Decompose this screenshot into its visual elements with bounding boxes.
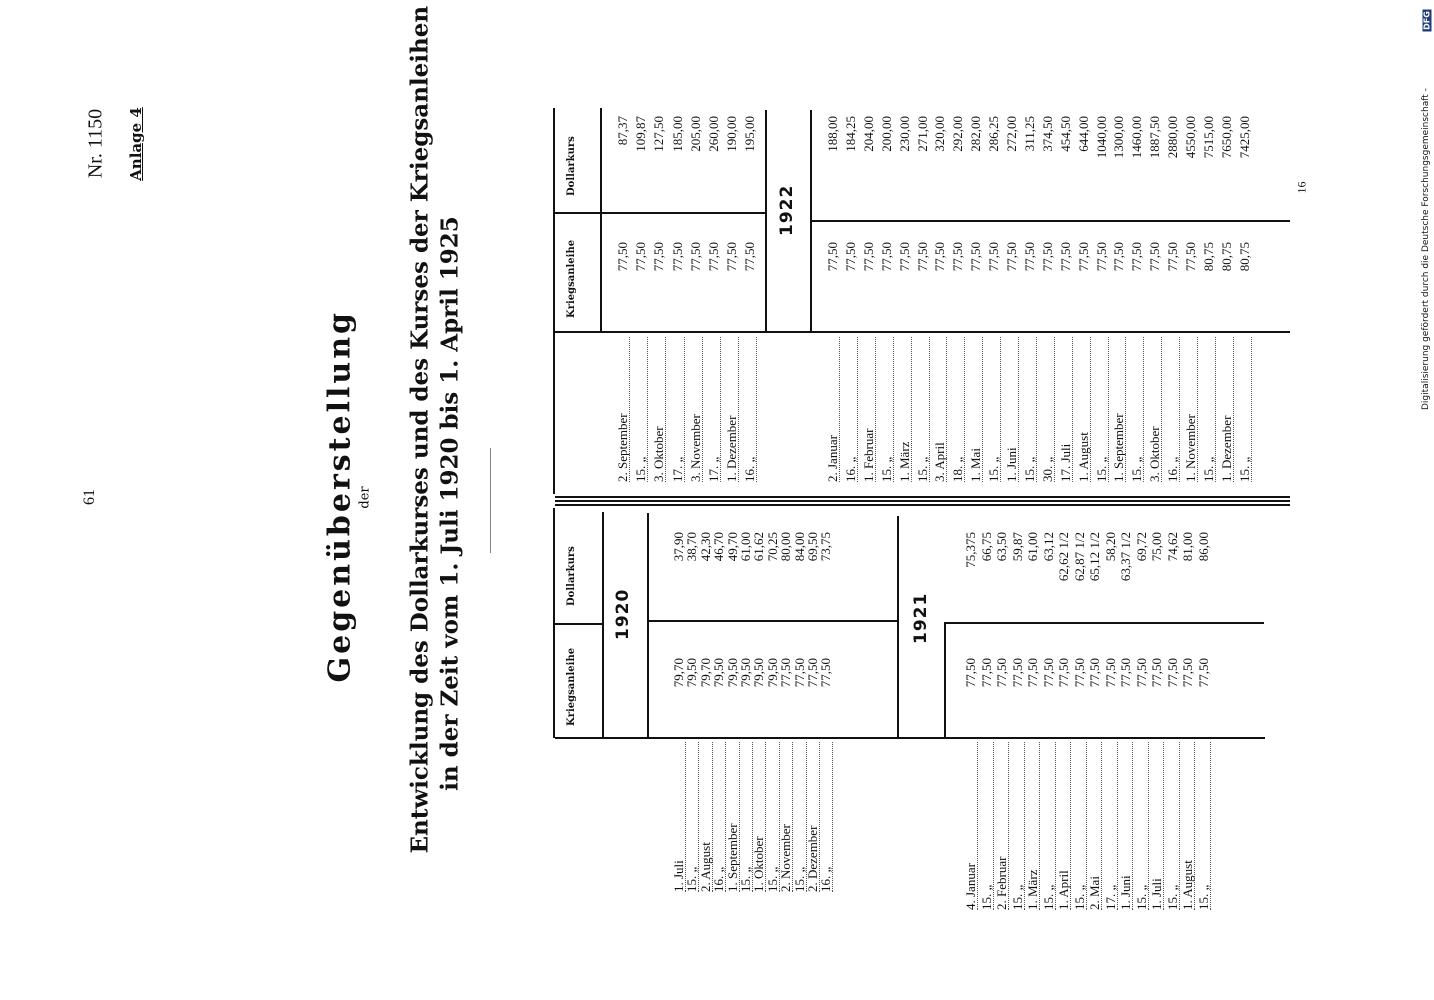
row-date: 1. September: [1112, 337, 1126, 482]
row-dollarkurs: 61,00: [1025, 532, 1040, 562]
row-date: 17. „: [671, 337, 685, 482]
row-date: 1. Mai: [969, 337, 983, 482]
row-kriegsanleihe: 77,50: [724, 242, 740, 272]
row-kriegsanleihe: 79,50: [724, 658, 740, 688]
subtitle-line-1: Entwicklung des Dollarkurses und des Kurses der Kriegsanleihen: [406, 5, 434, 854]
row-dollarkurs: 260,00: [706, 116, 721, 152]
row-date: 15. „: [793, 742, 807, 892]
left-column-split: [555, 623, 603, 625]
row-date: 1. März: [1026, 742, 1040, 910]
annex-label: Anlage 4: [127, 107, 145, 181]
right-1921-col-split: [601, 212, 765, 214]
left-1920-col-split: [647, 620, 897, 622]
row-dollarkurs: 61,62: [751, 532, 767, 562]
row-date: 15. „: [1042, 742, 1056, 910]
row-date: 3. Oktober: [1148, 337, 1162, 482]
row-kriegsanleihe: 80,75: [1200, 242, 1216, 272]
row-dollarkurs: 200,00: [878, 116, 894, 152]
row-dollarkurs: 81,00: [1180, 532, 1195, 562]
row-date: 1. Oktober: [752, 742, 766, 892]
row-date: 1. August: [1181, 742, 1195, 910]
row-kriegsanleihe: 77,50: [1195, 658, 1211, 688]
row-kriegsanleihe: 77,50: [1180, 658, 1195, 688]
row-dollarkurs: 84,00: [791, 532, 807, 562]
row-kriegsanleihe: 77,50: [669, 242, 685, 272]
row-date: 16. „: [819, 742, 833, 892]
row-dollarkurs: 286,25: [986, 116, 1002, 152]
row-dollarkurs: 73,75: [818, 532, 834, 562]
row-date: 1. März: [898, 337, 912, 482]
row-dollarkurs: 80,00: [778, 532, 794, 562]
page-number: 61: [81, 489, 98, 505]
row-kriegsanleihe: 77,50: [878, 242, 894, 272]
row-date: 2. November: [779, 742, 793, 892]
right-1922-col-split: [810, 220, 1290, 222]
row-dollarkurs: 185,00: [669, 116, 685, 152]
row-date: 16. „: [1166, 337, 1180, 482]
row-date: 15. „: [739, 742, 753, 892]
row-dollarkurs: 86,00: [1195, 532, 1211, 562]
row-kriegsanleihe: 77,50: [818, 658, 834, 688]
year-1922: 1922: [777, 184, 797, 236]
row-kriegsanleihe: 77,50: [706, 242, 721, 272]
row-date: 17. „: [707, 337, 721, 482]
row-date: 1. Dezember: [1220, 337, 1234, 482]
row-dollarkurs: 195,00: [742, 116, 758, 152]
row-date: 15. „: [634, 337, 648, 482]
row-dollarkurs: 66,75: [978, 532, 994, 562]
row-dollarkurs: 7425,00: [1236, 116, 1252, 159]
row-dollarkurs: 230,00: [896, 116, 912, 152]
row-kriegsanleihe: 77,50: [968, 242, 984, 272]
row-date: 15. „: [1197, 742, 1211, 910]
left-header-bottom: [602, 512, 604, 738]
left-1921-year-line-a: [897, 516, 899, 738]
row-date: 1. November: [1184, 337, 1198, 482]
row-kriegsanleihe: 77,50: [978, 658, 994, 688]
row-kriegsanleihe: 77,50: [805, 658, 820, 688]
row-dollarkurs: 63,37 1/2: [1118, 532, 1133, 582]
row-kriegsanleihe: 77,50: [1075, 242, 1091, 272]
row-dollarkurs: 58,20: [1102, 532, 1118, 562]
row-kriegsanleihe: 77,50: [687, 242, 703, 272]
row-dollarkurs: 49,70: [724, 532, 740, 562]
row-date: 1. September: [726, 742, 740, 892]
row-dollarkurs: 7650,00: [1218, 116, 1234, 159]
row-kriegsanleihe: 77,50: [1056, 658, 1071, 688]
row-kriegsanleihe: 77,50: [1039, 242, 1055, 272]
year-1921: 1921: [911, 592, 931, 644]
row-kriegsanleihe: 77,50: [1071, 658, 1087, 688]
row-kriegsanleihe: 77,50: [1164, 658, 1180, 688]
row-date: 15. „: [1023, 337, 1037, 482]
subtitle-line-2: in der Zeit vom 1. Juli 1920 bis 1. April 1925: [436, 216, 464, 791]
row-date: 15. „: [916, 337, 930, 482]
row-date: 15. „: [880, 337, 894, 482]
row-kriegsanleihe: 79,50: [684, 658, 700, 688]
row-kriegsanleihe: 77,50: [1004, 242, 1019, 272]
row-date: 15. „: [766, 742, 780, 892]
row-kriegsanleihe: 77,50: [932, 242, 948, 272]
row-dollarkurs: 63,12: [1040, 532, 1056, 562]
row-dollarkurs: 272,00: [1004, 116, 1019, 152]
row-dollarkurs: 188,00: [825, 116, 840, 152]
row-kriegsanleihe: 77,50: [950, 242, 966, 272]
year-1920: 1920: [613, 588, 633, 640]
row-date: 15. „: [987, 337, 1001, 482]
row-kriegsanleihe: 77,50: [1133, 658, 1149, 688]
row-kriegsanleihe: 77,50: [860, 242, 876, 272]
row-kriegsanleihe: 77,50: [1149, 658, 1164, 688]
row-dollarkurs: 2880,00: [1165, 116, 1181, 159]
row-date: 15. „: [980, 742, 994, 910]
row-dollarkurs: 184,25: [842, 116, 858, 152]
row-dollarkurs: 109,87: [633, 116, 649, 152]
row-dollarkurs: 74,62: [1164, 532, 1180, 562]
row-date: 4. Januar: [964, 742, 978, 910]
title-divider: [490, 448, 491, 553]
row-date: 1. August: [1077, 337, 1091, 482]
row-kriegsanleihe: 79,70: [697, 658, 713, 688]
row-date: 2. Dezember: [806, 742, 820, 892]
row-dollarkurs: 69,50: [805, 532, 820, 562]
row-dollarkurs: 282,00: [968, 116, 984, 152]
row-date: 15. „: [1135, 742, 1149, 910]
row-dollarkurs: 7515,00: [1200, 116, 1216, 159]
row-date: 2. Januar: [826, 337, 840, 482]
row-date: 15. „: [1095, 337, 1109, 482]
row-dollarkurs: 205,00: [687, 116, 703, 152]
row-dollarkurs: 1887,50: [1147, 116, 1163, 159]
row-kriegsanleihe: 77,50: [1129, 242, 1145, 272]
table-divider-double-1: [555, 496, 1290, 498]
row-date: 2. September: [616, 337, 630, 482]
title-der: der: [357, 486, 373, 509]
row-dollarkurs: 42,30: [697, 532, 713, 562]
table-divider-double-2: [555, 500, 1290, 502]
row-kriegsanleihe: 77,50: [1102, 658, 1118, 688]
row-kriegsanleihe: 77,50: [1183, 242, 1198, 272]
row-date: 3. Oktober: [652, 337, 666, 482]
row-kriegsanleihe: 77,50: [1093, 242, 1109, 272]
row-dollarkurs: 75,00: [1149, 532, 1164, 562]
row-kriegsanleihe: 77,50: [1025, 658, 1040, 688]
row-date: 1. April: [1057, 742, 1071, 910]
row-dollarkurs: 127,50: [651, 116, 667, 152]
right-header-line: [553, 108, 555, 494]
row-dollarkurs: 38,70: [684, 532, 700, 562]
row-kriegsanleihe: 77,50: [842, 242, 858, 272]
row-date: 1. Juni: [1119, 742, 1133, 910]
row-dollarkurs: 69,72: [1133, 532, 1149, 562]
right-column-split: [555, 212, 601, 214]
row-kriegsanleihe: 77,50: [1147, 242, 1163, 272]
row-kriegsanleihe: 77,50: [1118, 658, 1133, 688]
row-date: 15. „: [1238, 337, 1252, 482]
row-date: 15. „: [1130, 337, 1144, 482]
row-kriegsanleihe: 77,50: [1087, 658, 1102, 688]
row-dollarkurs: 62,62 1/2: [1056, 532, 1071, 582]
row-dollarkurs: 4550,00: [1183, 116, 1198, 159]
row-dollarkurs: 454,50: [1057, 116, 1073, 152]
right-header-bottom: [600, 108, 602, 333]
row-dollarkurs: 292,00: [950, 116, 966, 152]
row-kriegsanleihe: 80,75: [1236, 242, 1252, 272]
table-divider-double-3: [555, 504, 1290, 506]
row-kriegsanleihe: 77,50: [651, 242, 667, 272]
row-kriegsanleihe: 77,50: [825, 242, 840, 272]
row-date: 1. Dezember: [725, 337, 739, 482]
row-dollarkurs: 644,00: [1075, 116, 1091, 152]
row-date: 17. Juli: [1059, 337, 1073, 482]
row-kriegsanleihe: 77,50: [986, 242, 1002, 272]
row-dollarkurs: 70,25: [764, 532, 780, 562]
row-kriegsanleihe: 79,50: [751, 658, 767, 688]
row-kriegsanleihe: 77,50: [633, 242, 649, 272]
row-kriegsanleihe: 79,50: [738, 658, 753, 688]
row-kriegsanleihe: 77,50: [963, 658, 978, 688]
row-kriegsanleihe: 77,50: [1111, 242, 1127, 272]
row-kriegsanleihe: 77,50: [1057, 242, 1073, 272]
row-dollarkurs: 62,87 1/2: [1071, 532, 1087, 582]
left-header-kriegsanleihe: Kriegsanleihe: [566, 647, 577, 726]
row-date: 1. Juli: [672, 742, 686, 892]
row-kriegsanleihe: 77,50: [994, 658, 1009, 688]
row-date: 2. August: [699, 742, 713, 892]
row-kriegsanleihe: 79,50: [764, 658, 780, 688]
row-dollarkurs: 75,375: [963, 532, 978, 568]
row-dollarkurs: 204,00: [860, 116, 876, 152]
row-kriegsanleihe: 80,75: [1218, 242, 1234, 272]
row-kriegsanleihe: 79,70: [671, 658, 686, 688]
row-date: 1. Juli: [1150, 742, 1164, 910]
row-date: 3. November: [689, 337, 703, 482]
left-header-dollarkurs: Dollarkurs: [566, 546, 577, 606]
row-date: 2. Mai: [1088, 742, 1102, 910]
row-date: 3. April: [933, 337, 947, 482]
row-kriegsanleihe: 77,50: [1021, 242, 1037, 272]
row-dollarkurs: 271,00: [914, 116, 930, 152]
row-dollarkurs: 311,25: [1021, 116, 1037, 152]
row-date: 16. „: [712, 742, 726, 892]
row-dollarkurs: 1040,00: [1093, 116, 1109, 159]
row-dollarkurs: 1300,00: [1111, 116, 1127, 159]
row-kriegsanleihe: 77,50: [742, 242, 758, 272]
row-dollarkurs: 46,70: [711, 532, 727, 562]
row-dollarkurs: 1460,00: [1129, 116, 1145, 159]
row-dollarkurs: 65,12 1/2: [1087, 532, 1102, 582]
row-date: 15. „: [1166, 742, 1180, 910]
dfg-logo: DFG: [1422, 11, 1432, 30]
row-kriegsanleihe: 77,50: [615, 242, 630, 272]
row-kriegsanleihe: 77,50: [896, 242, 912, 272]
row-date: 18. „: [951, 337, 965, 482]
row-dollarkurs: 87,37: [615, 116, 630, 146]
row-date: 16. „: [743, 337, 757, 482]
row-date: 15. „: [1202, 337, 1216, 482]
left-1921-year-line-b: [944, 622, 946, 738]
row-kriegsanleihe: 77,50: [1040, 658, 1056, 688]
footer-page-mark: 16: [1294, 181, 1309, 194]
doc-number: Nr. 1150: [84, 108, 107, 179]
left-bottom-rule: [555, 737, 1265, 739]
right-top-rule: [555, 331, 1290, 333]
row-dollarkurs: 190,00: [724, 116, 740, 152]
row-date: 17. „: [1104, 742, 1118, 910]
left-1921-col-split: [944, 622, 1264, 624]
row-date: 1. Februar: [862, 337, 876, 482]
row-kriegsanleihe: 77,50: [914, 242, 930, 272]
left-1920-year-line: [647, 513, 649, 738]
right-header-kriegsanleihe: Kriegsanleihe: [566, 239, 577, 318]
row-date: 15. „: [685, 742, 699, 892]
digitization-note: Digitalisierung gefördert durch die Deutsche Forschungsgemeinschaft -: [1421, 88, 1431, 410]
row-dollarkurs: 37,90: [671, 532, 686, 562]
right-header-dollarkurs: Dollarkurs: [566, 136, 577, 196]
row-date: 1. Juni: [1005, 337, 1019, 482]
right-1922-year-line-a: [765, 110, 767, 332]
page-title: Gegenüberstellung: [322, 310, 358, 683]
row-date: 30. „: [1041, 337, 1055, 482]
row-dollarkurs: 63,50: [994, 532, 1009, 562]
row-dollarkurs: 59,87: [1009, 532, 1025, 562]
row-kriegsanleihe: 79,50: [711, 658, 727, 688]
row-kriegsanleihe: 77,50: [1165, 242, 1181, 272]
row-dollarkurs: 374,50: [1039, 116, 1055, 152]
row-date: 15. „: [1073, 742, 1087, 910]
row-dollarkurs: 320,00: [932, 116, 948, 152]
row-date: 15. „: [1011, 742, 1025, 910]
row-dollarkurs: 61,00: [738, 532, 753, 562]
row-kriegsanleihe: 77,50: [778, 658, 794, 688]
row-date: 16. „: [844, 337, 858, 482]
row-kriegsanleihe: 77,50: [791, 658, 807, 688]
row-date: 2. Februar: [995, 742, 1009, 910]
row-kriegsanleihe: 77,50: [1009, 658, 1025, 688]
